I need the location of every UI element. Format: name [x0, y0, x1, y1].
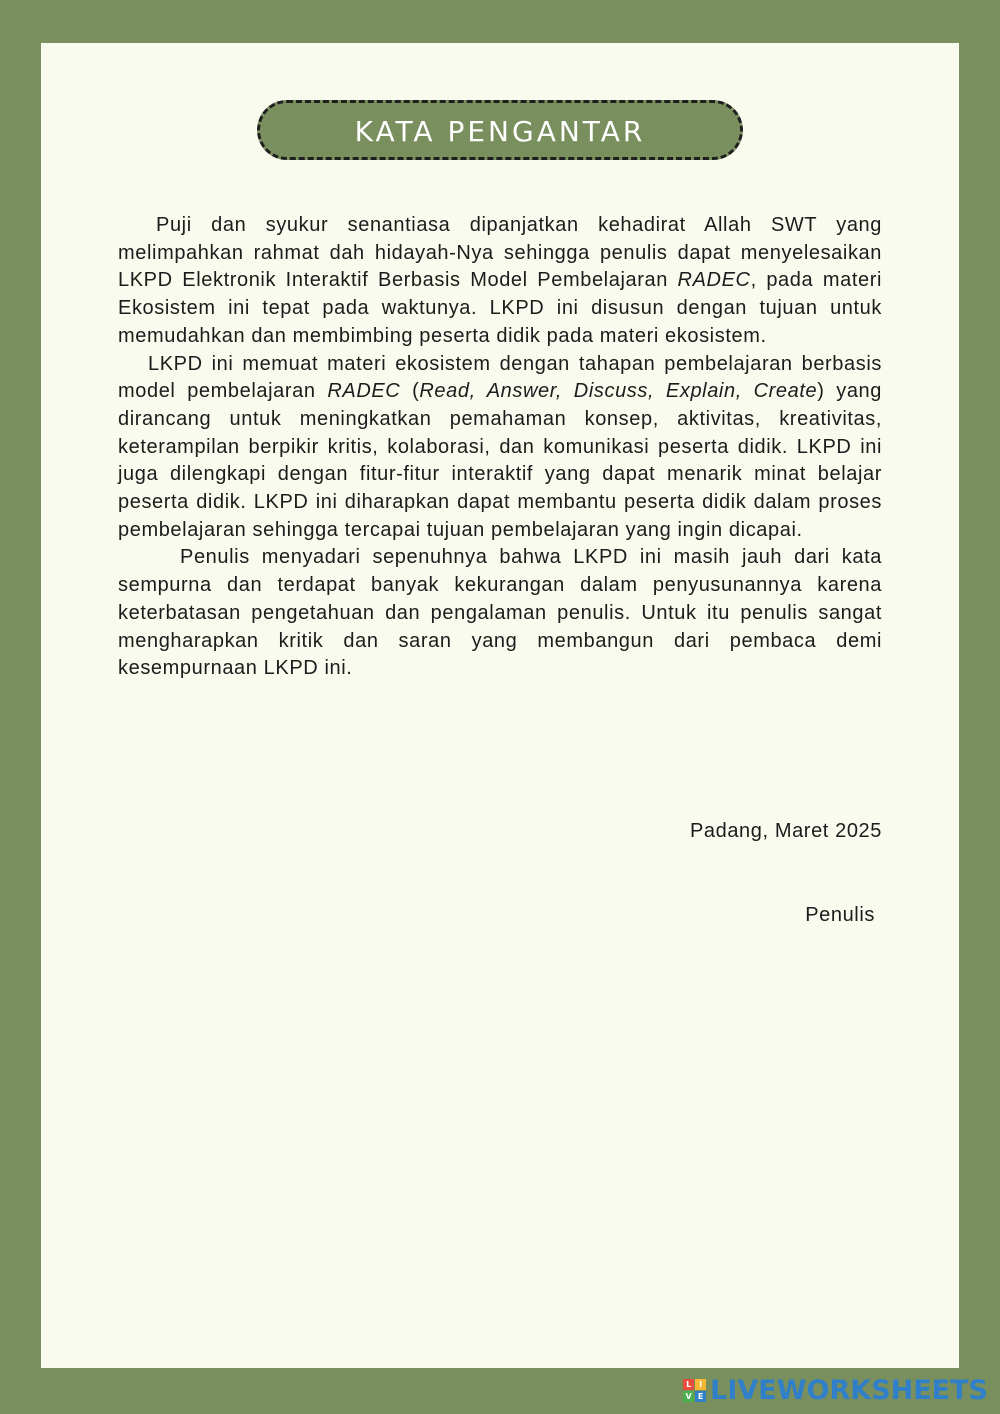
paragraph-1-segment: , pada materi Ekosistem ini tepat pada waktunya. LKPD ini disusun dengan tujuan untuk memudahkan dan membimbing peserta didik pada materi ekosistem.	[118, 269, 883, 347]
paragraph-2-segment-italic: RADEC	[327, 380, 401, 403]
paragraph-2-segment: LKPD ini memuat materi ekosistem dengan tahapan pembelajaran berbasis model pembelajaran	[118, 352, 882, 403]
paragraph-2-segment: (	[400, 380, 420, 403]
paragraph-1-segment-italic: RADEC	[677, 269, 751, 292]
logo-letter: I	[695, 1379, 706, 1390]
page-title: KATA PENGANTAR	[354, 114, 646, 148]
logo-letter: L	[683, 1379, 694, 1390]
paragraph-1	[118, 212, 882, 351]
title-banner	[257, 100, 743, 160]
closing-author: Penulis	[805, 904, 875, 926]
paragraph-1-segment: Puji dan syukur senantiasa dipanjatkan kehadirat Allah SWT yang melimpahkan rahmat dah hidayah-Nya sehingga penulis dapat menyelesaikan LKPD Elektronik Interaktif Berbasis Model Pembelajaran	[118, 214, 882, 292]
foreword-body	[118, 212, 882, 683]
paragraph-3-segment: Penulis menyadari sepenuhnya bahwa LKPD ini masih jauh dari kata sempurna dan terdapat banyak kekurangan dalam penyusunannya karena keterbatasan pengetahuan dan pengalaman penulis. Untuk itu penulis sangat mengharapkan kritik dan saran yang membangun dari pembaca demi kesempurnaan LKPD ini.	[118, 546, 882, 680]
paragraph-3	[118, 544, 882, 683]
liveworksheets-watermark	[683, 1375, 988, 1406]
logo-letter: E	[695, 1391, 706, 1402]
liveworksheets-logo-icon	[683, 1379, 706, 1402]
closing-place-date: Padang, Maret 2025	[689, 820, 882, 842]
paragraph-2-segment: ) yang dirancang untuk meningkatkan pemahaman konsep, aktivitas, kreativitas, keterampilan berpikir kritis, kolaborasi, dan komunikasi peserta didik. LKPD ini juga dilengkapi dengan fitur-fitur interaktif yang dapat menarik minat belajar peserta didik. LKPD ini diharapkan dapat membantu peserta didik dalam proses pembelajaran sehingga tercapai tujuan pembelajaran yang ingin dicapai.	[118, 380, 883, 541]
paragraph-2-segment-italic: Read, Answer, Discuss, Explain, Create	[419, 380, 818, 403]
watermark-text: LIVEWORKSHEETS	[710, 1375, 988, 1406]
logo-letter: V	[683, 1391, 694, 1402]
paragraph-2	[118, 351, 882, 545]
